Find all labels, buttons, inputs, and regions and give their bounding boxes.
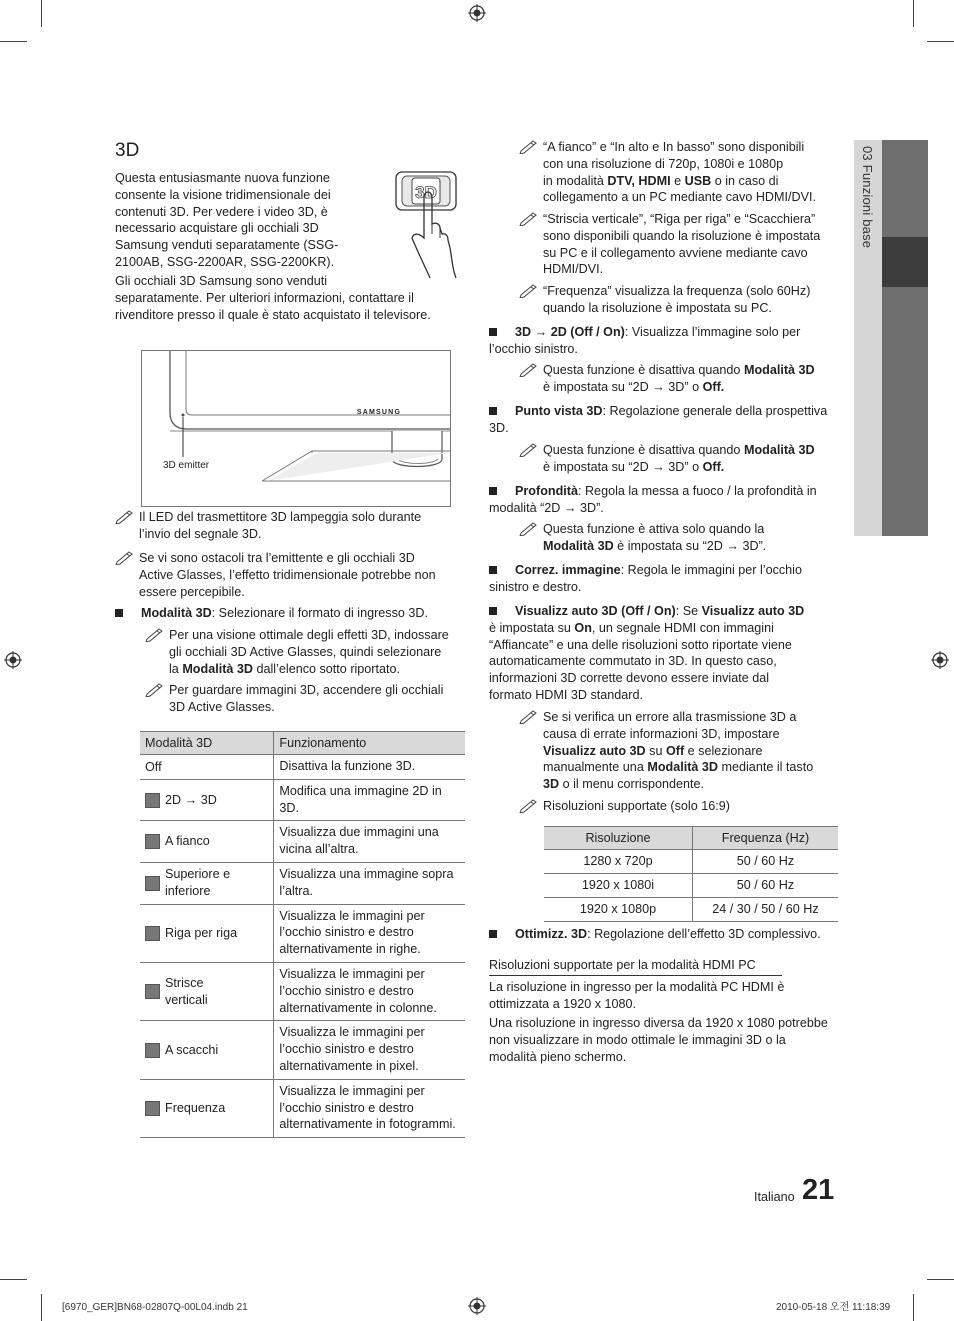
print-footer-date: 2010-05-18 오전 11:18:39 [776,1302,891,1313]
line-by-line-icon [145,926,160,941]
bullet-visualizz-auto-3d: Visualizz auto 3D (Off / On): Se Visualizz auto 3D è impostata su On, un segnale HDMI con immagini “Affiancate” e una delle risoluzioni sotto riportate viene automaticamente commutato in 3D. In questo caso, informazioni 3D corrette devono essere inviate dal formato HDMI 3D standard. [489,604,805,702]
remote-3d-button-label: 3D [415,183,437,202]
note: Se vi sono ostacoli tra l’emittente e gli occhiali 3D Active Glasses, l’effetto tridimensionale potrebbe non essere percepibile. [115,550,460,600]
bullet-correz-immagine: Correz. immagine: Regola le immagini per l’occhio sinistro e destro. [489,563,802,594]
note: Risoluzioni supportate (solo 16:9) [519,798,839,815]
note: Il LED del trasmettitore 3D lampeggia solo durante l’invio del segnale 3D. [115,509,460,543]
note-pencil-icon [115,508,135,524]
side-tab-label: 03 Funzioni base [859,146,875,249]
crop-mark [41,0,42,27]
bullet-modalita-3d: Modalità 3D: Selezionare il formato di ingresso 3D. [115,605,460,622]
note: “Striscia verticale”, “Riga per riga” e “Scacchiera” sono disponibili quando la risoluzione è impostata su PC e il collegamento avviene mediante cavo HDMI/DVI. [519,211,839,278]
table-row: Strisce verticali Visualizza le immagini per l’occhio sinistro e destro alternativamente in colonne. [140,962,465,1020]
crop-mark [0,1279,27,1280]
table-header: Funzionamento [274,732,465,755]
vertical-stripe-icon [145,984,160,999]
note: Se si verifica un errore alla trasmissione 3D a causa di errate informazioni 3D, impostare Visualizz auto 3D su Off e selezionare manualmente una Modalità 3D mediante il tasto 3D o il menu corrispondente. [519,709,839,793]
table-row: 1920 x 1080i 50 / 60 Hz [544,874,838,898]
note: Questa funzione è disattiva quando Modalità 3D è impostata su “2D → 3D” o Off. [519,362,839,396]
note-pencil-icon [519,520,539,536]
intro-paragraph-1: Questa entusiasmante nuova funzione consente la visione tridimensionale dei contenuti 3D. Per vedere i video 3D, è necessario acquistare gli occhiali 3D Samsung venduti separatamente (SSG- 2100AB, SSG-2200AR, SSG-2200KR). [115,171,339,269]
top-bottom-icon [145,876,160,891]
note-pencil-icon [115,549,135,565]
print-footer-file: [6970_GER]BN68-02807Q-00L04.indb 21 [62,1302,248,1313]
bullet-profondita: Profondità: Regola la messa a fuoco / la profondità in modalità “2D → 3D”. [489,484,817,515]
bullet-punto-vista-3d: Punto vista 3D: Regolazione generale della prospettiva 3D. [489,404,828,435]
table-row: Superiore e inferiore Visualizza una immagine sopra l’altra. [140,862,465,904]
crop-mark [41,1294,42,1321]
crop-mark [0,41,27,42]
remote-3d-button-illustration [390,168,460,280]
crop-mark [927,41,954,42]
registration-mark-icon [468,4,486,22]
note-pencil-icon [519,441,539,457]
footer-language: Italiano [754,1190,795,1204]
pc-resolution-title: Risoluzioni supportate per la modalità HDMI PC [489,957,782,976]
crop-mark [927,1279,954,1280]
side-by-side-icon [145,834,160,849]
registration-mark-icon [4,651,22,669]
bullet-3d-to-2d: 3D → 2D (Off / On): Visualizza l’immagine solo per l’occhio sinistro. [489,325,801,356]
table-row: A scacchi Visualizza le immagini per l’occhio sinistro e destro alternativamente in pixel. [140,1021,465,1079]
table-row: A fianco Visualizza due immagini una vicina all’altra. [140,821,465,863]
registration-mark-icon [931,651,949,669]
side-tab-marker [882,237,928,287]
note-pencil-icon [519,138,539,154]
table-row: 2D → 3D Modifica una immagine 2D in 3D. [140,779,465,821]
resolution-table [544,826,838,922]
note-pencil-icon [145,681,165,697]
note-pencil-icon [519,282,539,298]
side-tab-bar [882,140,928,536]
table-row: 1920 x 1080p 24 / 30 / 50 / 60 Hz [544,898,838,922]
note-pencil-icon [519,708,539,724]
note: Questa funzione è disattiva quando Modalità 3D è impostata su “2D → 3D” o Off. [519,442,839,476]
note: “A fianco” e “In alto e In basso” sono disponibili con una risoluzione di 720p, 1080i e 1080p in modalità DTV, HDMI e USB o in caso di collegamento a un PC mediante cavo HDMI/DVI. [519,139,839,206]
note: Per una visione ottimale degli effetti 3D, indossare gli occhiali 3D Active Glasses, quindi selezionare la Modalità 3D dall’elenco sotto riportato. [145,627,465,677]
note-pencil-icon [519,361,539,377]
registration-mark-icon [468,1297,486,1315]
note: “Frequenza” visualizza la frequenza (solo 60Hz) quando la risoluzione è impostata su PC. [519,283,839,317]
checkerboard-icon [145,1043,160,1058]
intro-paragraph-2: Gli occhiali 3D Samsung sono venduti separatamente. Per ulteriori informazioni, contattare il rivenditore presso il quale è stato acquistato il televisore. [115,274,431,322]
frequency-icon [145,1101,160,1116]
emitter-label: 3D emitter [163,460,210,471]
note-pencil-icon [145,626,165,642]
table-row: Riga per riga Visualizza le immagini per l’occhio sinistro e destro alternativamente in righe. [140,904,465,962]
crop-mark [913,0,914,27]
table-header: Frequenza (Hz) [693,827,839,850]
table-header: Modalità 3D [140,732,274,755]
bullet-ottimizz-3d: Ottimizz. 3D: Regolazione dell’effetto 3D complessivo. [489,926,839,943]
section-title: 3D [115,140,140,161]
pc-resolution-paragraph-1: La risoluzione in ingresso per la modalità PC HDMI è ottimizzata a 1920 x 1080. [489,980,785,1011]
page-number: 21 [802,1174,835,1206]
2d-to-3d-icon [145,793,160,808]
tv-brand-logo: SAMSUNG [356,409,402,416]
pc-resolution-paragraph-2: Una risoluzione in ingresso diversa da 1920 x 1080 potrebbe non visualizzare in modo ottimale le immagini 3D o la modalità pieno schermo. [489,1016,828,1064]
note-pencil-icon [519,210,539,226]
table-row: 1280 x 720p 50 / 60 Hz [544,850,838,874]
crop-mark [913,1294,914,1321]
note: Per guardare immagini 3D, accendere gli occhiali 3D Active Glasses. [145,682,465,716]
table-row: Off Disattiva la funzione 3D. [140,755,465,780]
note: Questa funzione è attiva solo quando la Modalità 3D è impostata su “2D → 3D”. [519,521,839,555]
tv-emitter-illustration [141,350,451,507]
table-row: Frequenza Visualizza le immagini per l’occhio sinistro e destro alternativamente in fotogrammi. [140,1079,465,1137]
mode-table [140,731,465,1138]
note-pencil-icon [519,797,539,813]
table-header: Risoluzione [544,827,693,850]
